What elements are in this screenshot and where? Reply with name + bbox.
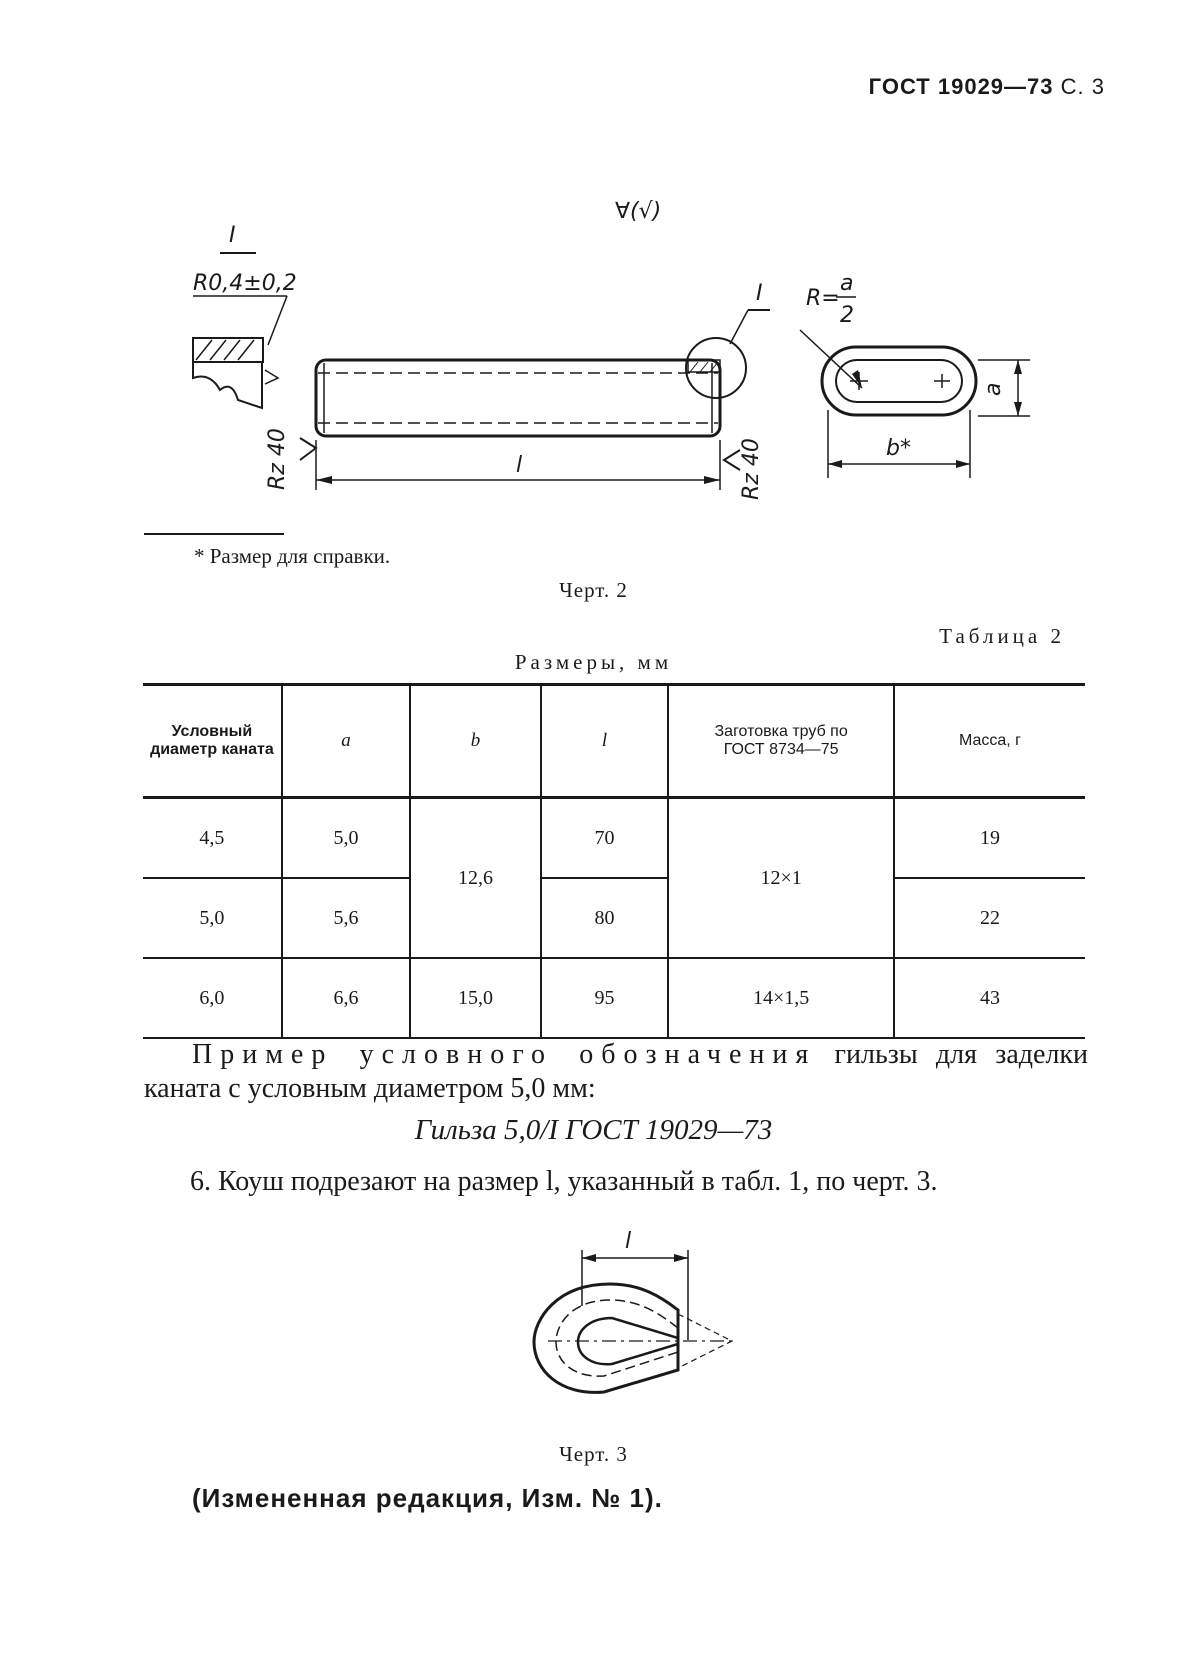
roughness-left: Rz 40 [265,428,290,490]
col-header-b: b [410,685,541,798]
thimble-dimension-l: l [625,1229,632,1254]
page-number: С. 3 [1060,74,1105,99]
example-rest: гильзы для заделки каната с условным диаметром 5,0 мм: [144,1039,1089,1104]
table-header-row [143,685,1085,798]
table-row [143,958,1085,1038]
detail-label-callout: I [756,281,763,306]
sleeve-cross-section [800,330,976,415]
cell-blank: 12×1 [668,798,894,959]
roughness-mark: ∀(√) [615,199,662,224]
cell-diameter: 5,0 [143,878,282,958]
dimension-l: l [516,453,523,478]
example-lead: Пример условного обозначения [192,1039,817,1070]
cell-diameter: 6,0 [143,958,282,1038]
col-header-l: l [541,685,668,798]
edition-note: (Измененная редакция, Изм. № 1). [192,1483,663,1513]
footnote: * Размер для справки. [194,544,391,568]
item-6: 6. Коуш подрезают на размер l, указанный в табл. 1, по черт. 3. [190,1166,938,1197]
col-header-a: a [282,685,410,798]
caption-drawing-2: Черт. 2 [559,578,628,602]
cell-a: 6,6 [282,958,410,1038]
cell-b: 12,6 [410,798,541,959]
drawing-sleeve [0,0,1187,560]
standard-number: ГОСТ 19029—73 [868,74,1054,99]
cell-mass: 43 [894,958,1085,1038]
caption-drawing-3: Черт. 3 [559,1442,628,1466]
cell-b: 15,0 [410,958,541,1038]
table-row [143,798,1085,879]
col-header-diameter: Условный диаметр каната [143,685,282,798]
thimble-outline [534,1284,735,1392]
cell-l: 95 [541,958,668,1038]
col-header-mass: Масса, г [894,685,1085,798]
cell-diameter: 4,5 [199,826,225,849]
cell-a: 5,6 [282,878,410,958]
table-row [143,878,1085,958]
dimensions-table [143,683,1085,1039]
footnote-rule [144,533,284,535]
cell-l: 70 [541,798,668,879]
sleeve-side-view [316,338,746,436]
radius-formula-prefix: R= [806,286,840,311]
roughness-right: Rz 40 [739,438,764,500]
table-label: Таблица 2 [939,624,1065,648]
example-designation: Гильза 5,0/I ГОСТ 19029—73 [414,1114,773,1146]
detail-section [193,338,278,408]
drawing-thimble [0,1220,1187,1430]
cell-mass: 22 [894,878,1085,958]
cell-blank: 14×1,5 [668,958,894,1038]
radius-formula-den: 2 [840,303,854,328]
radius-formula-num: a [840,271,854,296]
dimension-a: a [981,382,1006,396]
cell-l: 80 [541,878,668,958]
cell-mass: 19 [894,798,1085,879]
col-header-blank: Заготовка труб по ГОСТ 8734—75 [668,685,894,798]
cell-a: 5,0 [282,798,410,879]
detail-label-left: I [229,223,236,248]
dimension-b: b* [886,436,911,461]
radius-note: R0,4±0,2 [193,271,297,296]
table-subtitle: Размеры, мм [514,650,673,674]
example-paragraph [144,1038,1088,1106]
